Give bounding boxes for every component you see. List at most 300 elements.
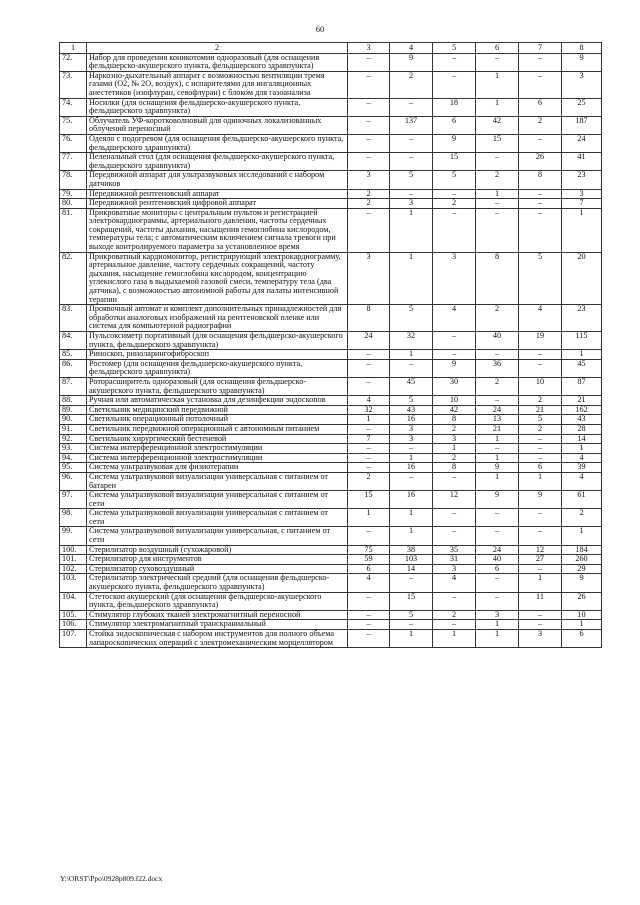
value-col-6: 1	[476, 630, 519, 648]
table-row	[60, 472, 602, 490]
value-col-5: 8	[433, 415, 476, 425]
row-number: 101.	[60, 555, 87, 565]
value-col-6: 24	[476, 545, 519, 555]
item-name: Носилки (для оснащения фельдшерско-акушерского пункта, фельдшерского здравпункта)	[87, 98, 348, 116]
value-col-7: –	[519, 199, 562, 209]
item-name: Система ультразвуковой визуализации универсальная, с питанием от сети	[87, 527, 348, 545]
item-name: Передвижной аппарат для ультразвуковых исследований с набором датчиков	[87, 171, 348, 189]
value-col-7: 5	[519, 252, 562, 305]
value-col-7: 10	[519, 377, 562, 395]
row-number: 103.	[60, 574, 87, 592]
header-col-7: 7	[519, 43, 562, 54]
value-col-6: 8	[476, 252, 519, 305]
row-number: 73.	[60, 71, 87, 98]
total-value: 25	[562, 98, 602, 116]
item-name: Стерилизатор электрический средний (для оснащения фельдшерско-акушерского пункта, фельдшерского здравпункта)	[87, 574, 348, 592]
value-col-4: 1	[390, 453, 433, 463]
value-col-4: 103	[390, 555, 433, 565]
row-number: 99.	[60, 527, 87, 545]
value-col-3: –	[348, 424, 390, 434]
table-row	[60, 305, 602, 332]
value-col-7: –	[519, 359, 562, 377]
table-row	[60, 359, 602, 377]
item-name: Пульсоксиметр портативный (для оснащения фельдшерско-акушерского пункта, фельдшерского здравпункта)	[87, 332, 348, 350]
value-col-6: 1	[476, 98, 519, 116]
table-row	[60, 199, 602, 209]
value-col-6: 24	[476, 405, 519, 415]
value-col-6: –	[476, 509, 519, 527]
value-col-3: 3	[348, 171, 390, 189]
value-col-3: –	[348, 444, 390, 454]
value-col-4: –	[390, 153, 433, 171]
value-col-3: –	[348, 71, 390, 98]
value-col-3: –	[348, 350, 390, 360]
value-col-7: –	[519, 134, 562, 152]
value-col-3: 3	[348, 252, 390, 305]
item-name: Стойка эндоскопическая с набором инструментов для полного объема лапароскопических операций с электромеханическим морцеллятором	[87, 630, 348, 648]
row-number: 74.	[60, 98, 87, 116]
table-row	[60, 189, 602, 199]
item-name: Одеяло с подогревом (для оснащения фельдшерско-акушерского пункта, фельдшерского здравпункта)	[87, 134, 348, 152]
value-col-4: 32	[390, 332, 433, 350]
item-name: Прикроватные мониторы с центральным пультом и регистрацией электрокардиограммы, артериального давления, частоты сердечных сокращений, частоты дыхания, насыщения гемоглобина кислородом, температуры тела; с автоматическим включением сигнала тревоги при выходе контролируемого параметра за установленное время	[87, 208, 348, 252]
value-col-6: 1	[476, 472, 519, 490]
equipment-table	[59, 42, 602, 648]
value-col-5: –	[433, 332, 476, 350]
row-number: 81.	[60, 208, 87, 252]
value-col-7: 19	[519, 332, 562, 350]
value-col-4: 15	[390, 592, 433, 610]
value-col-6: –	[476, 592, 519, 610]
table-row	[60, 208, 602, 252]
item-name: Система интерференционной электростимуляции	[87, 453, 348, 463]
row-number: 88.	[60, 396, 87, 406]
row-number: 72.	[60, 53, 87, 71]
total-value: 26	[562, 592, 602, 610]
value-col-6: –	[476, 199, 519, 209]
value-col-6: –	[476, 53, 519, 71]
value-col-3: –	[348, 359, 390, 377]
value-col-5: –	[433, 527, 476, 545]
table-row	[60, 415, 602, 425]
value-col-4: 3	[390, 199, 433, 209]
item-name: Система интерференционной электростимуляции	[87, 444, 348, 454]
value-col-5: 8	[433, 463, 476, 473]
value-col-5: 1	[433, 444, 476, 454]
row-number: 89.	[60, 405, 87, 415]
row-number: 83.	[60, 305, 87, 332]
table-row	[60, 153, 602, 171]
total-value: 187	[562, 116, 602, 134]
row-number: 90.	[60, 415, 87, 425]
row-number: 77.	[60, 153, 87, 171]
header-col-8: 8	[562, 43, 602, 54]
value-col-6: 9	[476, 491, 519, 509]
value-col-3: –	[348, 463, 390, 473]
table-row	[60, 377, 602, 395]
value-col-5: 1	[433, 630, 476, 648]
value-col-7: 2	[519, 116, 562, 134]
item-name: Прикроватный кардиомонитор, регистрирующий электрокардиограмму, артериальное давление, частоту сердечных сокращений, частоту дыхания, насыщение гемоглобина кислородом, концентрацию углекислого газа в выдыхаемой газовой смеси, температуру тела (два датчика), с возможностью автономной работы для палаты интенсивной терапии	[87, 252, 348, 305]
item-name: Светильник медицинский передвижной	[87, 405, 348, 415]
value-col-3: –	[348, 610, 390, 620]
total-value: 23	[562, 171, 602, 189]
row-number: 95.	[60, 463, 87, 473]
value-col-5: –	[433, 71, 476, 98]
total-value: 24	[562, 134, 602, 152]
value-col-4: 5	[390, 305, 433, 332]
row-number: 94.	[60, 453, 87, 463]
total-value: 1	[562, 444, 602, 454]
value-col-4: –	[390, 574, 433, 592]
row-number: 107.	[60, 630, 87, 648]
table-row	[60, 610, 602, 620]
value-col-6: 1	[476, 620, 519, 630]
row-number: 97.	[60, 491, 87, 509]
value-col-4: –	[390, 444, 433, 454]
value-col-5: –	[433, 350, 476, 360]
value-col-4: 38	[390, 545, 433, 555]
value-col-4: 16	[390, 491, 433, 509]
table-row	[60, 509, 602, 527]
value-col-7: 3	[519, 630, 562, 648]
value-col-4: 1	[390, 208, 433, 252]
value-col-5: 4	[433, 574, 476, 592]
value-col-7: 6	[519, 98, 562, 116]
row-number: 85.	[60, 350, 87, 360]
value-col-3: –	[348, 116, 390, 134]
total-value: 23	[562, 305, 602, 332]
table-row	[60, 134, 602, 152]
table-row	[60, 405, 602, 415]
value-col-5: –	[433, 53, 476, 71]
row-number: 93.	[60, 444, 87, 454]
table-row	[60, 252, 602, 305]
value-col-4: –	[390, 98, 433, 116]
table-row	[60, 98, 602, 116]
value-col-3: –	[348, 453, 390, 463]
value-col-3: 1	[348, 509, 390, 527]
item-name: Светильник операционный потолочный	[87, 415, 348, 425]
value-col-4: 5	[390, 171, 433, 189]
value-col-4: 1	[390, 527, 433, 545]
total-value: 9	[562, 53, 602, 71]
value-col-5: 42	[433, 405, 476, 415]
item-name: Стимулятор электромагнитный транскраниальный	[87, 620, 348, 630]
value-col-7: 11	[519, 592, 562, 610]
value-col-7: –	[519, 453, 562, 463]
item-name: Пеленальный стол (для оснащения фельдшерско-акушерского пункта, фельдшерского здравпункта)	[87, 153, 348, 171]
table-row	[60, 332, 602, 350]
total-value: 61	[562, 491, 602, 509]
total-value: 20	[562, 252, 602, 305]
total-value: 1	[562, 527, 602, 545]
value-col-4: 16	[390, 463, 433, 473]
table-row	[60, 434, 602, 444]
value-col-4: –	[390, 359, 433, 377]
value-col-3: –	[348, 134, 390, 152]
value-col-6: 9	[476, 463, 519, 473]
table-row	[60, 71, 602, 98]
item-name: Система ультразвуковая для физиотерапии	[87, 463, 348, 473]
value-col-4: 1	[390, 509, 433, 527]
item-name: Ручная или автоматическая установка для дезинфекции эндоскопов	[87, 396, 348, 406]
item-name: Риноскоп, риноларингофиброскоп	[87, 350, 348, 360]
value-col-6: 3	[476, 610, 519, 620]
value-col-5: 2	[433, 199, 476, 209]
value-col-7: 2	[519, 424, 562, 434]
value-col-6: 40	[476, 332, 519, 350]
item-name: Стерилизатор суховоздушный	[87, 564, 348, 574]
total-value: 10	[562, 610, 602, 620]
value-col-3: 1	[348, 415, 390, 425]
value-col-3: 24	[348, 332, 390, 350]
table-row	[60, 620, 602, 630]
value-col-4: 14	[390, 564, 433, 574]
value-col-3: –	[348, 527, 390, 545]
total-value: 14	[562, 434, 602, 444]
row-number: 82.	[60, 252, 87, 305]
value-col-4: 43	[390, 405, 433, 415]
item-name: Передвижной рентгеновский цифровой аппарат	[87, 199, 348, 209]
value-col-7: –	[519, 71, 562, 98]
total-value: 87	[562, 377, 602, 395]
value-col-4: –	[390, 189, 433, 199]
value-col-6: 15	[476, 134, 519, 152]
table-row	[60, 444, 602, 454]
value-col-7: –	[519, 53, 562, 71]
value-col-3: 6	[348, 564, 390, 574]
value-col-3: 2	[348, 189, 390, 199]
header-col-3: 3	[348, 43, 390, 54]
value-col-3: 8	[348, 305, 390, 332]
value-col-3: –	[348, 98, 390, 116]
item-name: Стерилизатор для инструментов	[87, 555, 348, 565]
table-row	[60, 396, 602, 406]
file-path-footer: Y:\ORST\Ppo\0928p809.f22.docx	[60, 874, 163, 883]
value-col-5: 35	[433, 545, 476, 555]
total-value: 1	[562, 620, 602, 630]
item-name: Стерилизатор воздушный (сухожаровой)	[87, 545, 348, 555]
value-col-3: 75	[348, 545, 390, 555]
value-col-6: 36	[476, 359, 519, 377]
item-name: Проявочный автомат и комплект дополнительных принадлежностей для обработки аналоговых изображений на рентгеновской пленке или система для компьютерной радиографии	[87, 305, 348, 332]
value-col-3: 4	[348, 396, 390, 406]
value-col-4: 16	[390, 415, 433, 425]
header-col-2: 2	[87, 43, 348, 54]
total-value: 6	[562, 630, 602, 648]
value-col-5: 12	[433, 491, 476, 509]
value-col-6: 42	[476, 116, 519, 134]
value-col-3: 32	[348, 405, 390, 415]
value-col-5: –	[433, 620, 476, 630]
value-col-3: 4	[348, 574, 390, 592]
total-value: 115	[562, 332, 602, 350]
value-col-3: 7	[348, 434, 390, 444]
value-col-5: –	[433, 208, 476, 252]
total-value: 45	[562, 359, 602, 377]
item-name: Набор для проведения коникотомии одноразовый (для оснащения фельдшерско-акушерского пункта, фельдшерского здравпункта)	[87, 53, 348, 71]
value-col-4: 3	[390, 424, 433, 434]
header-col-6: 6	[476, 43, 519, 54]
value-col-4: 5	[390, 610, 433, 620]
value-col-7: 6	[519, 463, 562, 473]
table-row	[60, 453, 602, 463]
value-col-3: 15	[348, 491, 390, 509]
value-col-6: –	[476, 396, 519, 406]
item-name: Система ультразвуковой визуализации универсальная с питанием от сети	[87, 491, 348, 509]
value-col-7: –	[519, 610, 562, 620]
value-col-3: –	[348, 592, 390, 610]
table-row	[60, 424, 602, 434]
value-col-7: –	[519, 444, 562, 454]
value-col-4: –	[390, 620, 433, 630]
total-value: 162	[562, 405, 602, 415]
table-row	[60, 574, 602, 592]
value-col-7: –	[519, 620, 562, 630]
value-col-3: –	[348, 377, 390, 395]
table-row	[60, 527, 602, 545]
table-row	[60, 171, 602, 189]
total-value: 43	[562, 415, 602, 425]
value-col-7: 21	[519, 405, 562, 415]
value-col-3: –	[348, 630, 390, 648]
value-col-3: 2	[348, 472, 390, 490]
value-col-3: 2	[348, 199, 390, 209]
value-col-6: 1	[476, 71, 519, 98]
row-number: 100.	[60, 545, 87, 555]
row-number: 86.	[60, 359, 87, 377]
total-value: 184	[562, 545, 602, 555]
value-col-5: 10	[433, 396, 476, 406]
total-value: 1	[562, 208, 602, 252]
table-row	[60, 53, 602, 71]
value-col-7: –	[519, 189, 562, 199]
table-row	[60, 463, 602, 473]
row-number: 87.	[60, 377, 87, 395]
value-col-4: 2	[390, 71, 433, 98]
value-col-7: 5	[519, 415, 562, 425]
row-number: 75.	[60, 116, 87, 134]
row-number: 84.	[60, 332, 87, 350]
item-name: Роторасширитель одноразовый (для оснащения фельдшерско-акушерского пункта, фельдшерского здравпункта)	[87, 377, 348, 395]
value-col-7: 1	[519, 472, 562, 490]
value-col-4: 1	[390, 350, 433, 360]
value-col-6: –	[476, 444, 519, 454]
item-name: Светильник передвижной операционный с автономным питанием	[87, 424, 348, 434]
value-col-4: 5	[390, 396, 433, 406]
row-number: 98.	[60, 509, 87, 527]
row-number: 80.	[60, 199, 87, 209]
row-number: 78.	[60, 171, 87, 189]
item-name: Ростомер (для оснащения фельдшерско-акушерского пункта, фельдшерского здравпункта)	[87, 359, 348, 377]
value-col-3: –	[348, 53, 390, 71]
value-col-7: –	[519, 434, 562, 444]
row-number: 102.	[60, 564, 87, 574]
value-col-7: 9	[519, 491, 562, 509]
item-name: Система ультразвуковой визуализации универсальная с питанием от батареи	[87, 472, 348, 490]
total-value: 1	[562, 350, 602, 360]
total-value: 4	[562, 453, 602, 463]
item-name: Система ультразвуковой визуализации универсальная с питанием от сети	[87, 509, 348, 527]
value-col-6: –	[476, 153, 519, 171]
value-col-7: –	[519, 564, 562, 574]
table-row	[60, 350, 602, 360]
row-number: 96.	[60, 472, 87, 490]
value-col-7: 26	[519, 153, 562, 171]
value-col-6: –	[476, 350, 519, 360]
table-row	[60, 545, 602, 555]
total-value: 39	[562, 463, 602, 473]
value-col-5: 3	[433, 252, 476, 305]
table-row	[60, 116, 602, 134]
value-col-5: 4	[433, 305, 476, 332]
value-col-6: 1	[476, 189, 519, 199]
value-col-6: –	[476, 574, 519, 592]
total-value: 3	[562, 189, 602, 199]
value-col-6: 2	[476, 305, 519, 332]
value-col-5: –	[433, 472, 476, 490]
value-col-6: 2	[476, 171, 519, 189]
header-col-4: 4	[390, 43, 433, 54]
value-col-4: 1	[390, 252, 433, 305]
total-value: 4	[562, 472, 602, 490]
item-name: Наркозно-дыхательный аппарат с возможностью вентиляции тремя газами (O2, № 2O, воздух), с испарителями для ингаляционных анестетиков (изофлуран, севофлуран) с блоком для газоанализа	[87, 71, 348, 98]
value-col-3: –	[348, 620, 390, 630]
total-value: 28	[562, 424, 602, 434]
total-value: 29	[562, 564, 602, 574]
table-row	[60, 555, 602, 565]
value-col-3: –	[348, 153, 390, 171]
total-value: 3	[562, 71, 602, 98]
value-col-7: –	[519, 509, 562, 527]
header-col-5: 5	[433, 43, 476, 54]
value-col-7: 12	[519, 545, 562, 555]
value-col-7: 8	[519, 171, 562, 189]
item-name: Передвижной рентгеновский аппарат	[87, 189, 348, 199]
value-col-6: 40	[476, 555, 519, 565]
value-col-7: 2	[519, 396, 562, 406]
total-value: 41	[562, 153, 602, 171]
total-value: 2	[562, 509, 602, 527]
value-col-6: –	[476, 208, 519, 252]
table-header-row	[60, 43, 602, 54]
table-row	[60, 564, 602, 574]
value-col-6: 6	[476, 564, 519, 574]
row-number: 106.	[60, 620, 87, 630]
value-col-7: –	[519, 527, 562, 545]
value-col-3: 59	[348, 555, 390, 565]
value-col-5: 18	[433, 98, 476, 116]
table-row	[60, 491, 602, 509]
value-col-4: –	[390, 472, 433, 490]
value-col-6: 2	[476, 377, 519, 395]
value-col-4: –	[390, 134, 433, 152]
total-value: 260	[562, 555, 602, 565]
value-col-5: 15	[433, 153, 476, 171]
total-value: 9	[562, 574, 602, 592]
total-value: 21	[562, 396, 602, 406]
value-col-5: 9	[433, 359, 476, 377]
value-col-3: –	[348, 208, 390, 252]
item-name: Облучатель УФ-коротковолновый для одиночных локализованных облучений переносный	[87, 116, 348, 134]
item-name: Стимулятор глубоких тканей электромагнитный переносной	[87, 610, 348, 620]
value-col-6: 1	[476, 434, 519, 444]
value-col-5: 3	[433, 564, 476, 574]
value-col-6: 13	[476, 415, 519, 425]
row-number: 104.	[60, 592, 87, 610]
value-col-5: 5	[433, 171, 476, 189]
